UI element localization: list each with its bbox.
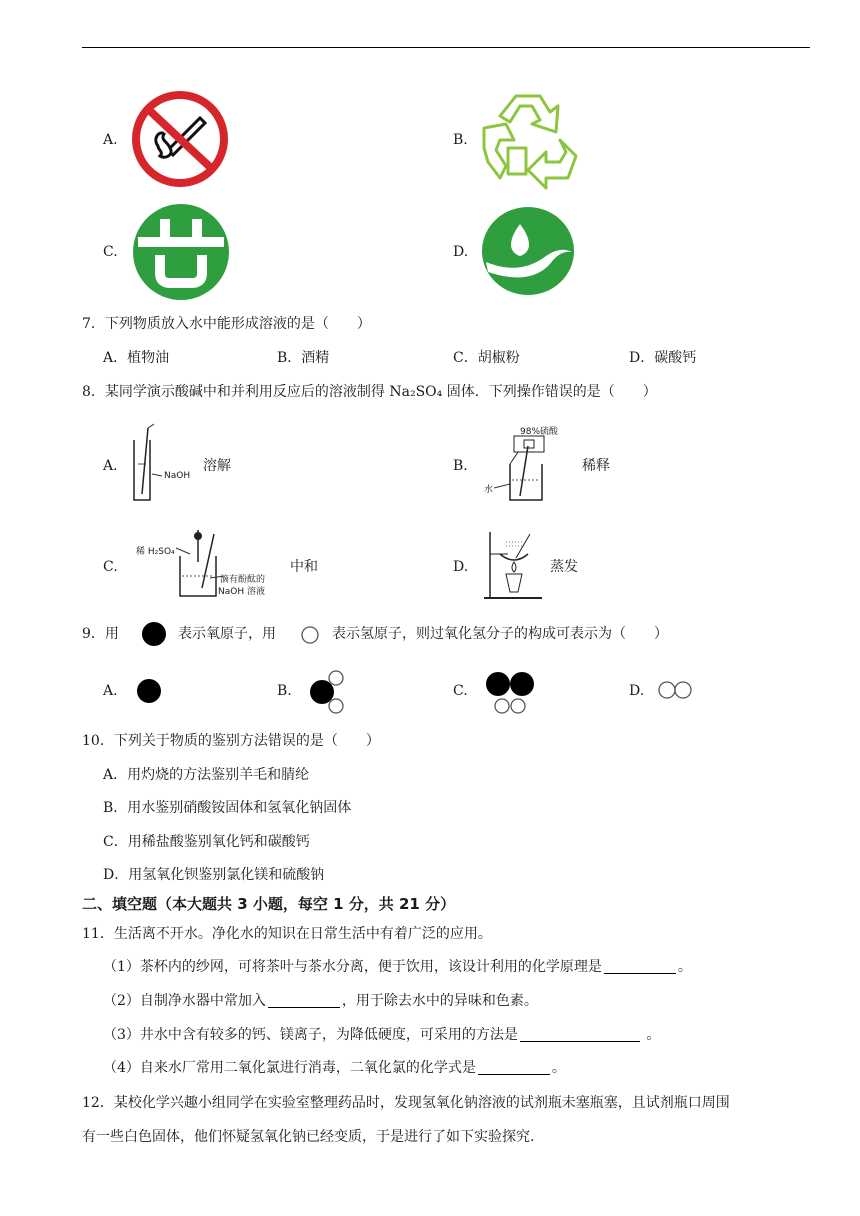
q8-b-water-label: 水 xyxy=(484,485,494,495)
q11-part-2-text: （2）自制净水器中常加入 xyxy=(103,993,266,1009)
section-2-title: 二、填空题（本大题共 3 小题，每空 1 分，共 21 分） xyxy=(82,895,456,913)
q8-a-naoh-label: NaOH xyxy=(164,471,191,481)
q11-part-3-text: （3）井水中含有较多的钙、镁离子，为降低硬度，可采用的方法是 xyxy=(103,1027,518,1043)
q8-c-phenol-label: 滴有酚酞的 xyxy=(220,575,266,585)
q9-option-c-model xyxy=(484,668,540,716)
q6-option-b-letter: B. xyxy=(453,132,468,148)
q11-part-2 xyxy=(103,991,538,1011)
water-saving-icon xyxy=(480,206,576,296)
q11-blank-3[interactable] xyxy=(520,1027,640,1042)
green-product-icon xyxy=(130,203,232,301)
q11-stem: 11．生活离不开水。净化水的知识在日常生活中有着广泛的应用。 xyxy=(82,926,492,942)
dissolve-figure xyxy=(128,424,198,504)
q11-part-1-end: 。 xyxy=(677,959,692,975)
q10-option-c: C．用稀盐酸鉴别氧化钙和碳酸钙 xyxy=(103,834,310,850)
q11-part-3-end: 。 xyxy=(641,1027,661,1043)
q9-option-d-letter: D. xyxy=(629,683,645,699)
q9-option-a-model xyxy=(134,676,164,706)
q8-option-c-label: 中和 xyxy=(290,559,318,575)
q8-option-a-letter: A. xyxy=(103,458,118,474)
q8-option-b-letter: B. xyxy=(453,458,468,474)
q6-option-a-letter: A. xyxy=(103,132,118,148)
q10-stem: 10．下列关于物质的鉴别方法错误的是（ ） xyxy=(82,733,380,749)
q9-option-b-model xyxy=(306,668,350,716)
evaporate-figure xyxy=(480,524,550,604)
q9-stem-part2: 表示氧原子，用 xyxy=(178,626,276,642)
q11-part-2-end: ，用于除去水中的异味和色素。 xyxy=(341,993,538,1009)
q11-blank-1[interactable] xyxy=(604,959,676,974)
q10-option-a: A．用灼烧的方法鉴别羊毛和腈纶 xyxy=(103,767,310,783)
q9-option-b-letter: B. xyxy=(277,683,292,699)
q8-option-d-letter: D. xyxy=(453,559,469,575)
q11-blank-2[interactable] xyxy=(268,993,340,1008)
q8-option-a-label: 溶解 xyxy=(203,458,231,474)
q8-b-acid-label: 98%硫酸 xyxy=(520,427,559,437)
q7-option-d: D．碳酸钙 xyxy=(629,350,697,366)
q9-option-d-model xyxy=(657,680,693,700)
q6-option-d-letter: D. xyxy=(453,244,469,260)
q8-c-acid-label: 稀 H₂SO₄ xyxy=(136,547,175,557)
q7-option-c: C．胡椒粉 xyxy=(453,350,520,366)
q9-stem-part1: 9．用 xyxy=(82,626,119,642)
no-fire-icon xyxy=(130,90,230,188)
q7-stem: 7．下列物质放入水中能形成溶液的是（ ） xyxy=(82,316,371,332)
q9-option-a-letter: A. xyxy=(103,683,118,699)
q12-line-1: 12．某校化学兴趣小组同学在实验室整理药品时，发现氢氧化钠溶液的试剂瓶未塞瓶塞，且试剂瓶口周围 xyxy=(82,1095,730,1111)
q11-part-4-text: （4）自来水厂常用二氧化氯进行消毒，二氧化氯的化学式是 xyxy=(103,1060,476,1076)
q9-stem-part3: 表示氢原子，则过氧化氢分子的构成可表示为（ ） xyxy=(332,626,668,642)
q8-stem: 8．某同学演示酸碱中和并利用反应后的溶液制得 Na₂SO₄ 固体．下列操作错误的是（ ） xyxy=(82,384,657,400)
q8-option-c-letter: C. xyxy=(103,559,118,575)
recycle-icon xyxy=(480,88,588,190)
header-rule xyxy=(82,47,810,48)
q8-option-b-label: 稀释 xyxy=(582,458,610,474)
q11-part-1-text: （1）茶杯内的纱网，可将茶叶与茶水分离，便于饮用，该设计利用的化学原理是 xyxy=(103,959,602,975)
q10-option-d: D．用氢氧化钡鉴别氯化镁和硫酸钠 xyxy=(103,867,325,883)
q11-part-1 xyxy=(103,957,692,977)
q7-option-a: A．植物油 xyxy=(103,350,170,366)
q8-c-naoh-label: NaOH 溶液 xyxy=(218,587,265,597)
q11-part-4-end: 。 xyxy=(551,1060,566,1076)
q12-line-2: 有一些白色固体，他们怀疑氢氧化钠已经变质，于是进行了如下实验探究. xyxy=(82,1129,535,1145)
q9-option-c-letter: C. xyxy=(453,683,468,699)
q11-blank-4[interactable] xyxy=(478,1060,550,1075)
oxygen-atom-icon xyxy=(140,620,168,648)
q11-part-4 xyxy=(103,1058,566,1078)
q8-option-d-label: 蒸发 xyxy=(550,559,578,575)
q11-part-3 xyxy=(103,1025,660,1045)
q6-option-c-letter: C. xyxy=(103,244,118,260)
q10-option-b: B．用水鉴别硝酸铵固体和氢氧化钠固体 xyxy=(103,800,352,816)
hydrogen-atom-icon xyxy=(300,625,320,645)
q7-option-b: B．酒精 xyxy=(277,350,330,366)
